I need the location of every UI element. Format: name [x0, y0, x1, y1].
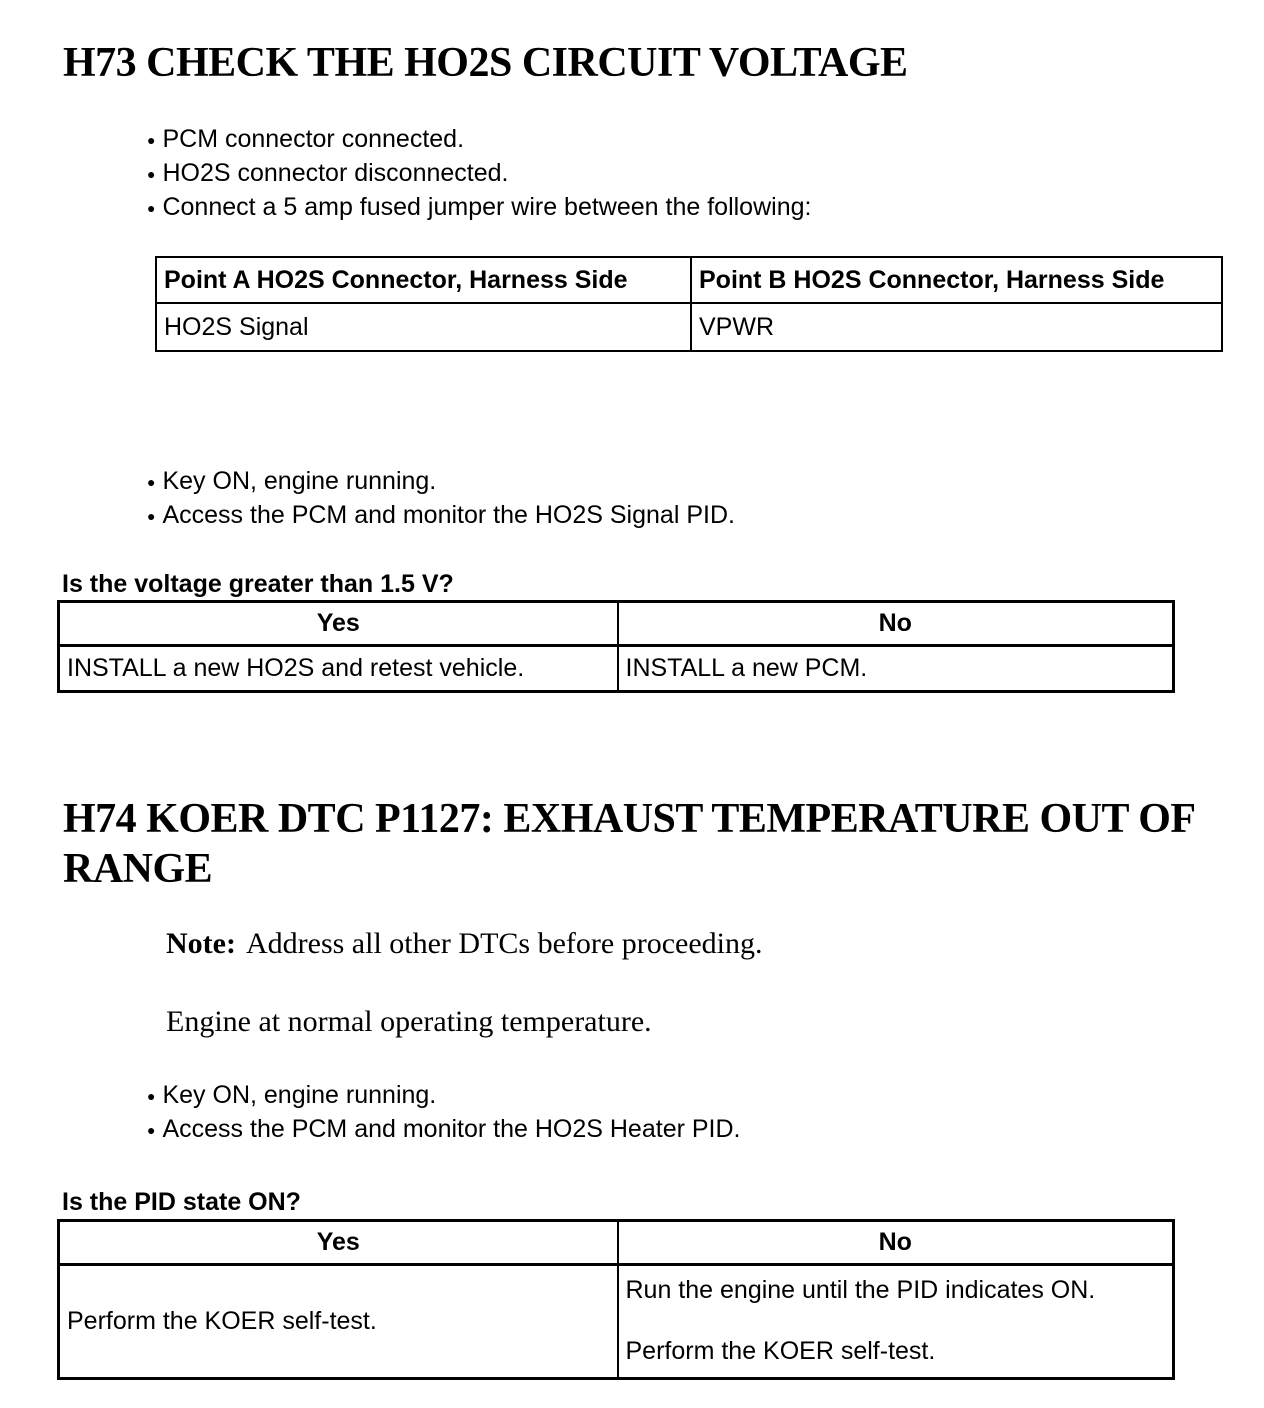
list-item [147, 156, 811, 190]
list-item [147, 498, 735, 532]
list-item [147, 122, 811, 156]
no-action-line1: Run the engine until the PID indicates ON. [625, 1275, 1096, 1304]
decision-cell-yes: Perform the KOER self-test. [59, 1265, 618, 1379]
decision-cell-no-content [626, 1270, 1173, 1374]
table-row [59, 646, 1174, 692]
connector-table-header-a: Point A HO2S Connector, Harness Side [156, 257, 691, 303]
list-item [147, 190, 811, 224]
list-item [147, 1112, 740, 1146]
list-item [147, 464, 735, 498]
decision-cell-yes: INSTALL a new HO2S and retest vehicle. [59, 646, 618, 692]
h74-test-bullet-list [147, 1078, 740, 1146]
paragraph: Engine at normal operating temperature. [166, 1005, 652, 1038]
section-h74-heading: H74 KOER DTC P1127: EXHAUST TEMPERATURE OUT OF RANGE [63, 796, 1194, 892]
bullet-text: PCM connector connected. [162, 125, 465, 153]
section-h73-heading: H73 CHECK THE HO2S CIRCUIT VOLTAGE [63, 40, 908, 86]
bullet-icon: ● [147, 474, 156, 490]
bullet-text: Connect a 5 amp fused jumper wire between the following: [162, 193, 812, 221]
h74-question: Is the PID state ON? [62, 1188, 301, 1216]
h73-setup-bullet-list [147, 122, 811, 224]
h73-question: Is the voltage greater than 1.5 V? [62, 570, 454, 598]
connector-cell-vpwr: VPWR [691, 303, 1222, 351]
note-text: Address all other DTCs before proceeding. [245, 927, 763, 960]
h74-decision-table [57, 1219, 1175, 1380]
bullet-icon: ● [147, 200, 156, 216]
note-label: Note: [166, 927, 236, 960]
connector-table [155, 256, 1223, 352]
h73-decision-table [57, 600, 1175, 693]
table-row [59, 1221, 1174, 1265]
no-action-line2: Perform the KOER self-test. [625, 1336, 936, 1365]
bullet-icon: ● [147, 132, 156, 148]
decision-header-no: No [618, 1221, 1174, 1265]
table-row [59, 1265, 1174, 1379]
table-row [156, 303, 1222, 351]
bullet-icon: ● [147, 508, 156, 524]
list-item [147, 1078, 740, 1112]
table-row [59, 602, 1174, 646]
decision-cell-no: INSTALL a new PCM. [618, 646, 1174, 692]
bullet-text: Key ON, engine running. [162, 1081, 437, 1109]
bullet-text: Access the PCM and monitor the HO2S Signal PID. [162, 501, 735, 529]
bullet-text: Access the PCM and monitor the HO2S Heater PID. [162, 1115, 741, 1143]
connector-cell-signal: HO2S Signal [156, 303, 691, 351]
h73-test-bullet-list [147, 464, 735, 532]
bullet-icon: ● [147, 166, 156, 182]
bullet-text: Key ON, engine running. [162, 467, 437, 495]
decision-cell-no [618, 1265, 1174, 1379]
decision-header-no: No [618, 602, 1174, 646]
decision-header-yes: Yes [59, 1221, 618, 1265]
bullet-text: HO2S connector disconnected. [162, 159, 509, 187]
bullet-icon: ● [147, 1122, 156, 1138]
connector-table-header-b: Point B HO2S Connector, Harness Side [691, 257, 1222, 303]
decision-header-yes: Yes [59, 602, 618, 646]
note-line [166, 926, 762, 962]
bullet-icon: ● [147, 1088, 156, 1104]
table-row [156, 257, 1222, 303]
